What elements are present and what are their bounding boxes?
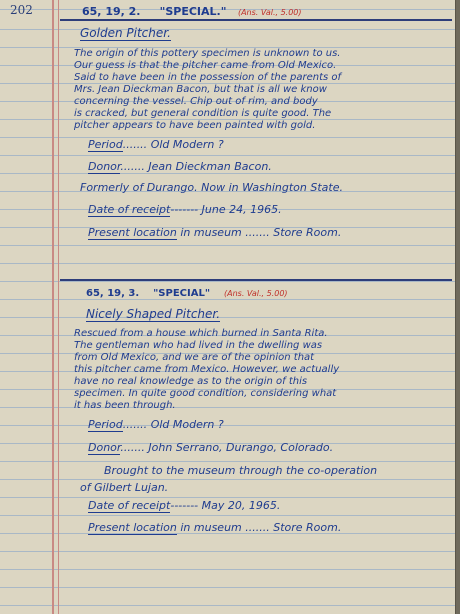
entry2-period: Period....... Old Modern ? (88, 418, 224, 431)
entry1-description (74, 48, 452, 132)
entry1-header (82, 5, 302, 18)
entry-divider (60, 19, 452, 21)
entry2-date-of-receipt: Date of receipt------- May 20, 1965. (88, 499, 281, 512)
entry1-date-value: June 24, 1965. (201, 203, 282, 216)
entry1-special-tag: "SPECIAL." (159, 5, 227, 18)
entry1-description-line: concerning the vessel. Chip out of rim, and body (74, 96, 318, 107)
entry1-location-value: in museum ....... Store Room. (180, 226, 342, 239)
entry2-description-line: The gentleman who had lived in the dwelling was (74, 340, 323, 351)
entry1-description-line: Mrs. Jean Dieckman Bacon, but that is all we know (74, 84, 327, 95)
entry2-brought-line: of Gilbert Lujan. (80, 481, 169, 494)
entry1-date-label: Date of receipt (88, 203, 171, 216)
entry2-description (74, 328, 452, 412)
entry2-description-line: specimen. In quite good condition, considering what (74, 388, 337, 399)
entry2-description-line: this pitcher came from Mexico. However, we actually (74, 364, 340, 375)
entry1-description-line: The origin of this pottery specimen is unknown to us. (74, 48, 341, 59)
entry1-description-line: pitcher appears to have been painted with gold. (74, 120, 316, 131)
entry2-description-line: from Old Mexico, and we are of the opinion that (74, 352, 315, 363)
entry-divider (60, 279, 452, 281)
entry1-catalog-number: 65, 19, 2. (82, 5, 141, 18)
entry1-appraised-value: (Ans. Val., 5.00) (237, 8, 302, 17)
entry2-special-tag: "SPECIAL" (153, 288, 211, 299)
entry1-formerly-note: Formerly of Durango. Now in Washington State. (80, 181, 343, 194)
entry2-title: Nicely Shaped Pitcher. (86, 307, 221, 321)
entry1-donor-label: Donor (88, 160, 121, 173)
entry2-date-label: Date of receipt (88, 499, 171, 512)
entry1-period-label: Period (88, 138, 123, 151)
entry1-description-line: Said to have been in the possession of the parents of (74, 72, 342, 83)
entry2-description-line: Rescued from a house which burned in Santa Rita. (74, 328, 328, 339)
entry2-donor-label: Donor (88, 441, 121, 454)
entry2-location-label: Present location (88, 521, 177, 534)
entry2-appraised-value: (Ans. Val., 5.00) (223, 289, 288, 298)
entry2-location-value: in museum ....... Store Room. (180, 521, 342, 534)
entry1-location-label: Present location (88, 226, 177, 239)
entry1-present-location (88, 226, 341, 239)
entry1-period: Period....... Old Modern ? (88, 138, 224, 151)
entry1-donor-value: Jean Dieckman Bacon. (148, 160, 272, 173)
entry2-period-value: Old Modern ? (150, 418, 224, 431)
entry2-description-line: it has been through. (74, 400, 176, 411)
entry2-header (86, 288, 288, 299)
entry2-date-value: May 20, 1965. (201, 499, 281, 512)
entry1-date-of-receipt: Date of receipt------- June 24, 1965. (88, 203, 282, 216)
entry2-donor-value: John Serrano, Durango, Colorado. (148, 441, 334, 454)
entry1-donor: Donor....... Jean Dieckman Bacon. (88, 160, 272, 173)
entry2-description-line: have no real knowledge as to the origin of this (74, 376, 308, 387)
page-number: 202 (10, 3, 33, 17)
entry2-brought-line: Brought to the museum through the co-operation (104, 464, 378, 477)
entry2-period-label: Period (88, 418, 123, 431)
entry2-present-location (88, 521, 341, 534)
entry1-description-line: is cracked, but general condition is quite good. The (74, 108, 332, 119)
entry2-donor: Donor....... John Serrano, Durango, Colorado. (88, 441, 334, 454)
entry1-title: Golden Pitcher. (80, 26, 171, 40)
entry2-brought-note (80, 462, 452, 496)
entry2-catalog-number: 65, 19, 3. (86, 288, 140, 299)
entry1-period-value: Old Modern ? (150, 138, 224, 151)
entry1-description-line: Our guess is that the pitcher came from Old Mexico. (74, 60, 337, 71)
